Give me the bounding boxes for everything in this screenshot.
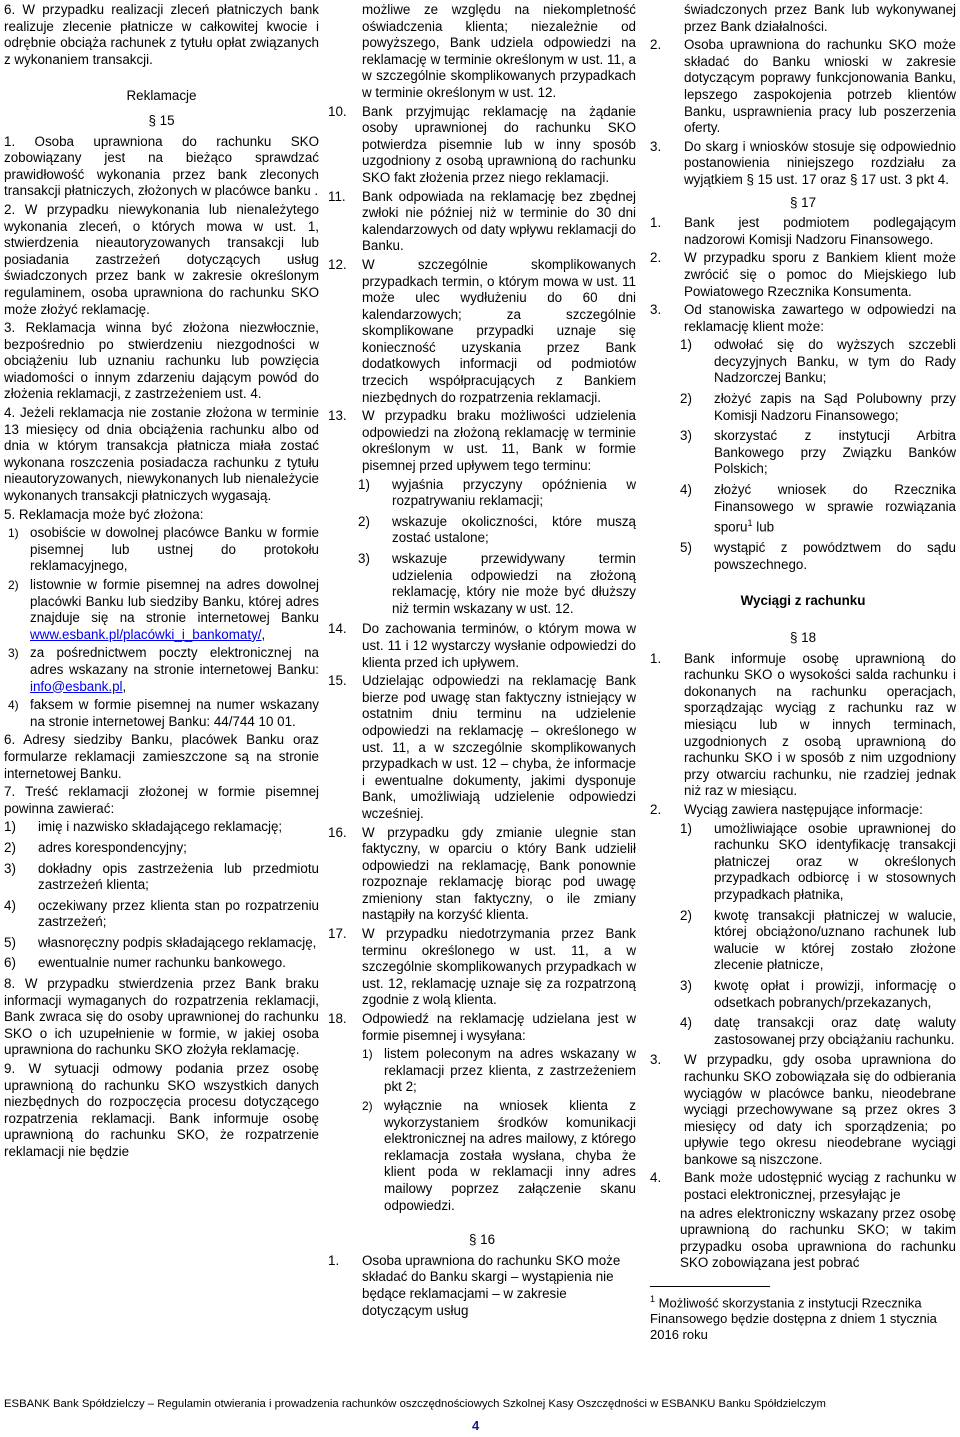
list-item: 16. W przypadku gdy zmianie ulegnie stan faktyczny, w oparciu o który Bank udzielił odpowiedzi na reklamację, Bank ponownie rozpoznaje reklamację biorąc pod uwagę zmieniony stan faktyczny, o ile zmiany nastąpiły na korzyść klienta. — [328, 824, 636, 923]
paragraph-15-6: 6. Adresy siedziby Banku, placówek Banku oraz formularze reklamacji zamieszczone są na stronie internetowej Banku. — [4, 732, 319, 781]
section-16: § 16 — [468, 1232, 496, 1248]
list-item: 3. W przypadku, gdy osoba uprawniona do rachunku SKO zobowiązała się do odbierania wyciągów w placówce banku, nieodebrane wyciągi przechowywane są przez okres 3 miesięcy od daty ich sporządzenia; po upływie tego okresu nieodebrane wyciągi bankowe są niszczone. — [650, 1052, 956, 1167]
list-item: 1) umożliwiające osobie uprawnionej do rachunku SKO identyfikację transakcji płatniczej oraz w określonych przypadkach odbiorcę i w stosownych przypadkach płatnika, — [680, 820, 956, 902]
list-item: 3. Od stanowiska zawartego w odpowiedzi na reklamację klient może: — [650, 302, 956, 334]
items-18 — [650, 651, 956, 819]
list-item: 4. Bank może udostępnić wyciąg z rachunku w postaci elektronicznej, przesyłając je — [650, 1170, 956, 1203]
list-item: 2) wskazuje okoliczności, które muszą zostać ustalone; — [358, 513, 636, 546]
heading-reklamacje: Reklamacje — [126, 88, 197, 104]
list-item: 17. W przypadku niedotrzymania przez Bank terminu określonego w ust. 11, a w szczególnie skomplikowanych przypadkach w ust. 12, reklamację uznaje się za rozpatrzoną zgodnie z wolą klienta. — [328, 926, 636, 1008]
list-item: 5) własnoręczny podpis składającego reklamację, — [4, 934, 317, 950]
list-item: 2) kwotę transakcji płatniczej w walucie, której obciążono/uznano rachunek lub walucie w której zostało złożone zlecenie płatnicze, — [680, 907, 956, 973]
list-item: 3) skorzystać z instytucji Arbitra Bankowego przy Związku Banków Polskich; — [680, 428, 956, 477]
sublist-13 — [358, 477, 636, 618]
list-item: 3) za pośrednictwem poczty elektronicznej na adres wskazany na stronie internetowej Banku: info@esbank.pl, — [8, 645, 319, 694]
footnote-ref: 1 — [747, 518, 753, 529]
branches-link[interactable]: www.esbank.pl/placówki_i_bankomaty/ — [30, 626, 262, 642]
column-1 — [4, 2, 319, 1163]
paragraph-15-3: 3. Reklamacja winna być złożona niezwłocznie, bezpośrednio po stwierdzeniu niezgodności w obciążeniu lub uznaniu rachunku lub powzięcia wiadomości o innym zdarzeniu dającym powód do złożenia reklamacji, z zastrzeżeniem ust. 4. — [4, 320, 319, 402]
footnote-separator — [650, 1286, 770, 1287]
heading-wyciagi: Wyciągi z rachunku — [740, 593, 866, 609]
list-item: 1. Bank informuje osobę uprawnioną do rachunku SKO o wysokości salda rachunku i dokonanych na rachunku operacjach, sporządzając wyciąg z rachunku raz w miesiącu lub w innych terminach, uzgodnionych z osobą uprawnioną do rachunku SKO i w sposób z nim uzgodniony przy otwarciu rachunku, nie rzadziej jednak niż raz w miesiącu. — [650, 650, 956, 799]
items-14-18 — [328, 621, 636, 1044]
list-item: 1) odwołać się do wyższych szczebli decyzyjnych Banku, w tym do Rady Nadzorczej Banku; — [680, 337, 956, 386]
list-item: 4) faksem w formie pisemnej na numer wskazany na stronie internetowej Banku: 44/744 10 01. — [8, 697, 319, 729]
email-link[interactable]: info@esbank.pl — [30, 678, 123, 694]
list-item: 1) imię i nazwisko składającego reklamację; — [4, 819, 283, 835]
list-item: 2. Osoba uprawniona do rachunku SKO może składać do Banku wnioski w zakresie dotyczącym poprawy funkcjonowania Banku, lepszego zaspokojenia potrzeb klientów Banku, usprawnienia pracy lub poszerzenia oferty. — [650, 37, 956, 136]
paragraph-continuation: możliwe ze względu na niekompletność oświadczenia klienta; niezależnie od powyższego, Bank udziela odpowiedzi na reklamację w terminie określonym w ust. 11, a w szczególnie skomplikowanych przypadkach w terminie określonym w ust. 12. — [362, 2, 636, 100]
paragraph-15-7: 7. Treść reklamacji złożonej w formie pisemnej powinna zawierać: — [4, 784, 319, 816]
paragraph-15-4: 4. Jeżeli reklamacja nie zostanie złożona w terminie 13 miesięcy od dnia obciążenia rachunku albo od dnia w którym transakcja płatnicza miała zostać wykonana roszczenia posiadacza rachunku z tytułu nieautoryzowanych, niewykonanych lub nienależycie wykonanych transakcji płatniczych wygasają. — [4, 405, 319, 504]
paragraph-15-8: 8. W przypadku stwierdzenia przez Bank braku informacji wymaganych do rozpatrzenia reklamacji, Bank zwraca się do osoby uprawnionej do rachunku SKO o ich uzupełnienie w formie, w jakiej osoba uprawniona do rachunku SKO złożyła reklamację. — [4, 976, 319, 1058]
paragraph-15-9: 9. W sytuacji odmowy podania przez osobę uprawnioną do rachunku SKO wszystkich danych niezbędnych do rozpoczęcia procesu dotyczącego rozpatrzenia reklamacji. Bank informuje osobę uprawnioną do rachunku SKO, że rozpatrzenie reklamacji nie będzie — [4, 1061, 319, 1159]
list-item: 15. Udzielając odpowiedzi na reklamację Bank bierze pod uwagę stan faktyczny istniejący w ostatnim dniu terminu na udzielenie odpowiedzi na reklamację – określonego w ust. 11, a w szczególnie skomplikowanych przypadkach w ust. 12 – chyba, że informacje i ewentualne dokumenty, jakimi dysponuje Bank, umożliwiają udzielenie odpowiedzi wcześniej. — [328, 673, 636, 821]
paragraph-15-5: 5. Reklamacja może być złożona: — [4, 506, 204, 522]
footnote: $^1$ Możliwość skorzystania z instytucji Rzecznika Finansowego będzie dostępna z dniem 1 stycznia 2016 roku — [650, 1294, 937, 1343]
items-17 — [650, 215, 956, 335]
list-item: 4) oczekiwany przez klienta stan po rozpatrzeniu zastrzeżeń; — [4, 897, 319, 930]
list-item: 2) wyłącznie na wniosek klienta z wykorzystaniem środków komunikacji elektronicznej na adres mailowy, z którego reklamacja została wysłana, chyba że klient poda w reklamacji inny adres mailowy poprzez załączenie skanu odpowiedzi. — [362, 1098, 636, 1213]
list-item: 5) wystąpić z powództwem do sądu powszechnego. — [680, 540, 956, 572]
section-17: § 17 — [789, 194, 817, 210]
list-item: 1) osobiście w dowolnej placówce Banku w formie pisemnej lub ustnej do protokołu reklamacyjnego, — [8, 525, 319, 574]
list-item: 6) ewentualnie numer rachunku bankowego. — [4, 955, 286, 971]
paragraph-15-2: 2. W przypadku niewykonania lub nienależytego wykonania zleceń, o których mowa w ust. 1, stwierdzenia nieautoryzowanych transakcji lub posiadania zastrzeżeń dotyczących usług świadczonych przez bank w zakresie określonym regulaminem, osoba uprawniona do rachunku SKO może złożyć reklamację. — [4, 201, 319, 317]
contents-list — [4, 819, 319, 972]
page-number: 4 — [472, 1418, 480, 1433]
list-item: 3. Do skarg i wniosków stosuje się odpowiednio postanowienia niniejszego rozdziału za wyjątkiem § 15 ust. 17 oraz § 17 ust. 3 pkt 4. — [650, 138, 956, 187]
list-item: 3) kwotę opłat i prowizji, informację o odsetkach pobranych/przekazanych, — [680, 977, 956, 1010]
list-item: 2) adres korespondencyjny; — [4, 839, 187, 855]
sublist-17 — [680, 337, 956, 573]
list-item: 2. W przypadku sporu z Bankiem klient może zwrócić się o pomoc do Miejskiego lub Powiatowego Rzecznika Konsumenta. — [650, 250, 956, 299]
column-3 — [650, 2, 956, 1343]
list-item: 12. W szczególnie skomplikowanych przypadkach termin, o którym mowa w ust. 11 może ulec wydłużeniu do 60 dni kalendarzowych; za szczególnie skomplikowane przypadki uznaje się konieczność uzyskania przez Bank dodatkowych informacji od podmiotów trzecich współpracujących z Bankiem niezbędnych do rozpatrzenia reklamacji. — [328, 256, 636, 405]
list-item: 18. Odpowiedź na reklamację udzielana jest w formie pisemnej i wysyłana: — [328, 1011, 636, 1043]
sublist-18 — [358, 1046, 636, 1214]
list-item: 3) dokładny opis zastrzeżenia lub przedmiotu zastrzeżeń klienta; — [4, 860, 319, 893]
paragraph-6: 6. W przypadku realizacji zleceń płatniczych bank realizuje zlecenie płatnicze w całkowitej kwocie i odrębnie obciąża rachunek z tytułu opłat związanych z wykonaniem transakcji. — [4, 2, 319, 67]
list-item: 4) datę transakcji oraz datę waluty zastosowanej przy obciążaniu rachunku. — [680, 1015, 956, 1047]
list-item: 13. W przypadku braku możliwości udzielenia odpowiedzi na złożoną reklamację w terminie określonym w ust. 11, Bank w formie pisemnej przed upływem tego terminu: — [328, 408, 636, 474]
items-10-13 — [328, 104, 636, 475]
paragraph-16-1: 1. Osoba uprawniona do rachunku SKO może składać do Banku skargi – wystąpienia nie będące reklamacjami – w zakresie dotyczącym usług — [328, 1252, 621, 1318]
items-18b — [650, 1052, 956, 1203]
list-item: 2) listownie w formie pisemnej na adres dowolnej placówki Banku lub siedziby Banku, której adres znajduje się na stronie internetowej Banku www.esbank.pl/placówki_i_bankomaty/, — [8, 577, 319, 642]
paragraph-continuation: świadczonych przez Bank lub wykonywanej przez Bank działalności. — [684, 2, 956, 34]
list-item: 1) wyjaśnia przyczyny opóźnienia w rozpatrywaniu reklamacji; — [358, 476, 636, 509]
paragraph-15-1: 1. Osoba uprawniona do rachunku SKO zobowiązany jest na bieżąco sprawdzać prawidłowość wykonania przez bank zleconych transakcji płatniczych, złożonych w placówce banku . — [4, 133, 319, 199]
list-item: 1) listem poleconym na adres wskazany w reklamacji przez klienta, z zastrzeżeniem pkt 2; — [362, 1046, 636, 1095]
paragraph-18-4-tail: na adres elektroniczny wskazany przez osobę uprawnioną do rachunku SKO; w takim przypadku osoba uprawniona do rachunku SKO zobowiązana jest pobrać — [680, 1205, 956, 1271]
sublist-18 — [680, 821, 956, 1049]
page-footer: ESBANK Bank Spółdzielczy – Regulamin otwierania i prowadzenia rachunków oszczędnościowych Szkolnej Kasy Oszczędności w ESBANKU Banku Spółdzielczym — [4, 1398, 826, 1410]
items-16 — [650, 37, 956, 188]
section-18: § 18 — [789, 630, 817, 646]
list-item: 2) złożyć zapis na Sąd Polubowny przy Komisji Nadzoru Finansowego; — [680, 391, 956, 423]
column-2 — [328, 2, 636, 1321]
list-item: 1. Bank jest podmiotem podlegającym nadzorowi Komisji Nadzoru Finansowego. — [650, 215, 956, 247]
list-item: 3) wskazuje przewidywany termin udzielenia odpowiedzi na złożoną reklamację, który nie może być dłuższy niż termin wskazany w ust. 12. — [358, 551, 636, 616]
section-15: § 15 — [148, 112, 175, 128]
list-item: 2. Wyciąg zawiera następujące informacje: — [650, 802, 923, 817]
list-item: 10. Bank przyjmując reklamację na żądanie osoby uprawnionej do rachunku SKO potwierdza pisemnie lub w inny sposób uzgodniony z osobą uprawnioną do rachunku SKO fakt złożenia przez niego reklamacji. — [328, 103, 636, 185]
list-item: 14. Do zachowania terminów, o którym mowa w ust. 11 i 12 wystarczy wysłanie odpowiedzi do klienta przed ich upływem. — [328, 621, 636, 670]
list-item: 4) złożyć wniosek do Rzecznika Finansowego w sprawie rozwiązania sporu$^1$ lub — [680, 482, 956, 535]
list-item: 11. Bank odpowiada na reklamację bez zbędnej zwłoki nie później niż w terminie do 30 dni kalendarzowych od daty wpływu reklamacji do Banku. — [328, 188, 636, 254]
